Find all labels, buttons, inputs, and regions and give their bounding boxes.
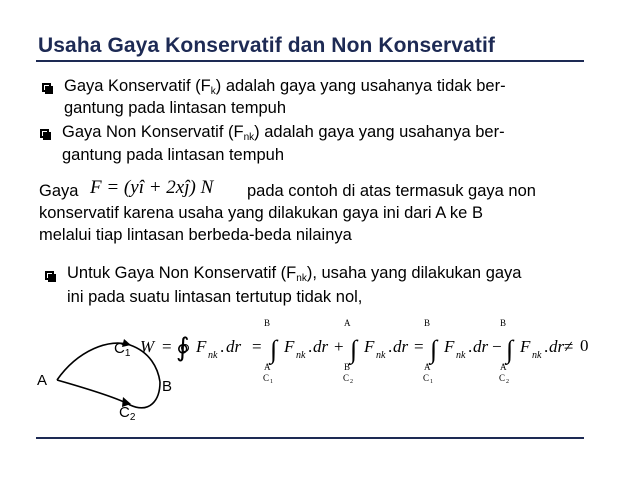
svg-text:nk: nk (376, 350, 386, 361)
svg-text:B: B (424, 318, 431, 328)
svg-text:C: C (423, 373, 430, 383)
page-title: Usaha Gaya Konservatif dan Non Konservatif (38, 34, 495, 57)
svg-text:=: = (414, 337, 424, 356)
formula-text: F = (yî + 2xĵ) N (90, 177, 214, 198)
svg-text:2: 2 (506, 379, 509, 385)
svg-text:F: F (196, 337, 207, 356)
svg-text:nk: nk (296, 350, 306, 361)
point-a-label: A (37, 372, 48, 389)
svg-text:nk: nk (456, 350, 466, 361)
path-c1-label: $C_1$ (114, 340, 131, 359)
point-b-label: B (162, 378, 173, 395)
svg-text:C: C (499, 373, 506, 383)
svg-text:F: F (364, 337, 375, 356)
svg-text:F: F (520, 337, 531, 356)
svg-text:dr: dr (549, 337, 565, 356)
svg-text:C: C (343, 373, 350, 383)
svg-text:C: C (263, 373, 270, 383)
svg-text:.: . (220, 337, 225, 356)
svg-text:.: . (544, 337, 549, 356)
work-equation (140, 312, 580, 386)
svg-text:dr: dr (473, 337, 489, 356)
svg-text:nk: nk (532, 350, 542, 361)
svg-text:A: A (264, 362, 271, 372)
example-line-3: melalui tiap lintasan berbeda-beda nilainya (39, 226, 352, 244)
svg-text:1: 1 (430, 379, 433, 385)
svg-text:.: . (468, 337, 473, 356)
svg-text:.: . (388, 337, 393, 356)
svg-text:dr: dr (313, 337, 329, 356)
bullet-2-line-2: gantung pada lintasan tempuh (62, 146, 285, 164)
svg-text:W: W (140, 337, 155, 356)
example-word: Gaya (39, 182, 79, 200)
svg-text:nk: nk (208, 350, 218, 361)
svg-text:B: B (264, 318, 271, 328)
bullet-1-line-1: Gaya Konservatif $(F_k)$ adalah gaya yang usahanya tidak ber- (64, 77, 506, 97)
equation-zero: 0 (580, 336, 589, 355)
svg-text:≠: ≠ (564, 337, 574, 356)
svg-text:1: 1 (270, 379, 273, 385)
svg-text:B: B (500, 318, 507, 328)
example-line-1-rest: pada contoh di atas termasuk gaya non (247, 182, 536, 200)
svg-text:∫: ∫ (430, 335, 438, 364)
svg-text:A: A (344, 318, 351, 328)
example-line-2: konservatif karena usaha yang dilakukan gaya ini dari A ke B (39, 204, 483, 222)
bullet-3-line-2: ini pada suatu lintasan tertutup tidak nol, (67, 288, 363, 306)
svg-text:.: . (308, 337, 313, 356)
bullet-2-line-1: Gaya Non Konservatif $(F_{nk})$ adalah gaya yang usahanya ber- (62, 123, 505, 143)
svg-text:A: A (500, 362, 507, 372)
bullet-1-line-2: gantung pada lintasan tempuh (64, 99, 287, 117)
svg-text:+: + (334, 337, 344, 356)
svg-text:=: = (252, 337, 262, 356)
svg-text:−: − (492, 337, 502, 356)
svg-text:∫: ∫ (270, 335, 278, 364)
svg-text:∮: ∮ (176, 333, 190, 362)
svg-text:F: F (444, 337, 455, 356)
svg-text:dr: dr (226, 337, 242, 356)
svg-text:B: B (344, 362, 351, 372)
svg-text:A: A (424, 362, 431, 372)
svg-text:2: 2 (350, 379, 353, 385)
svg-text:F: F (284, 337, 295, 356)
bullet-3-line-1: Untuk Gaya Non Konservatif $(F_{nk})$, usaha yang dilakukan gaya (67, 264, 522, 284)
svg-text:dr: dr (393, 337, 409, 356)
svg-text:∫: ∫ (350, 335, 358, 364)
svg-text:=: = (162, 337, 172, 356)
bottom-rule (36, 437, 584, 439)
svg-text:∫: ∫ (506, 335, 514, 364)
path-c2-label: $C_2$ (119, 404, 136, 423)
